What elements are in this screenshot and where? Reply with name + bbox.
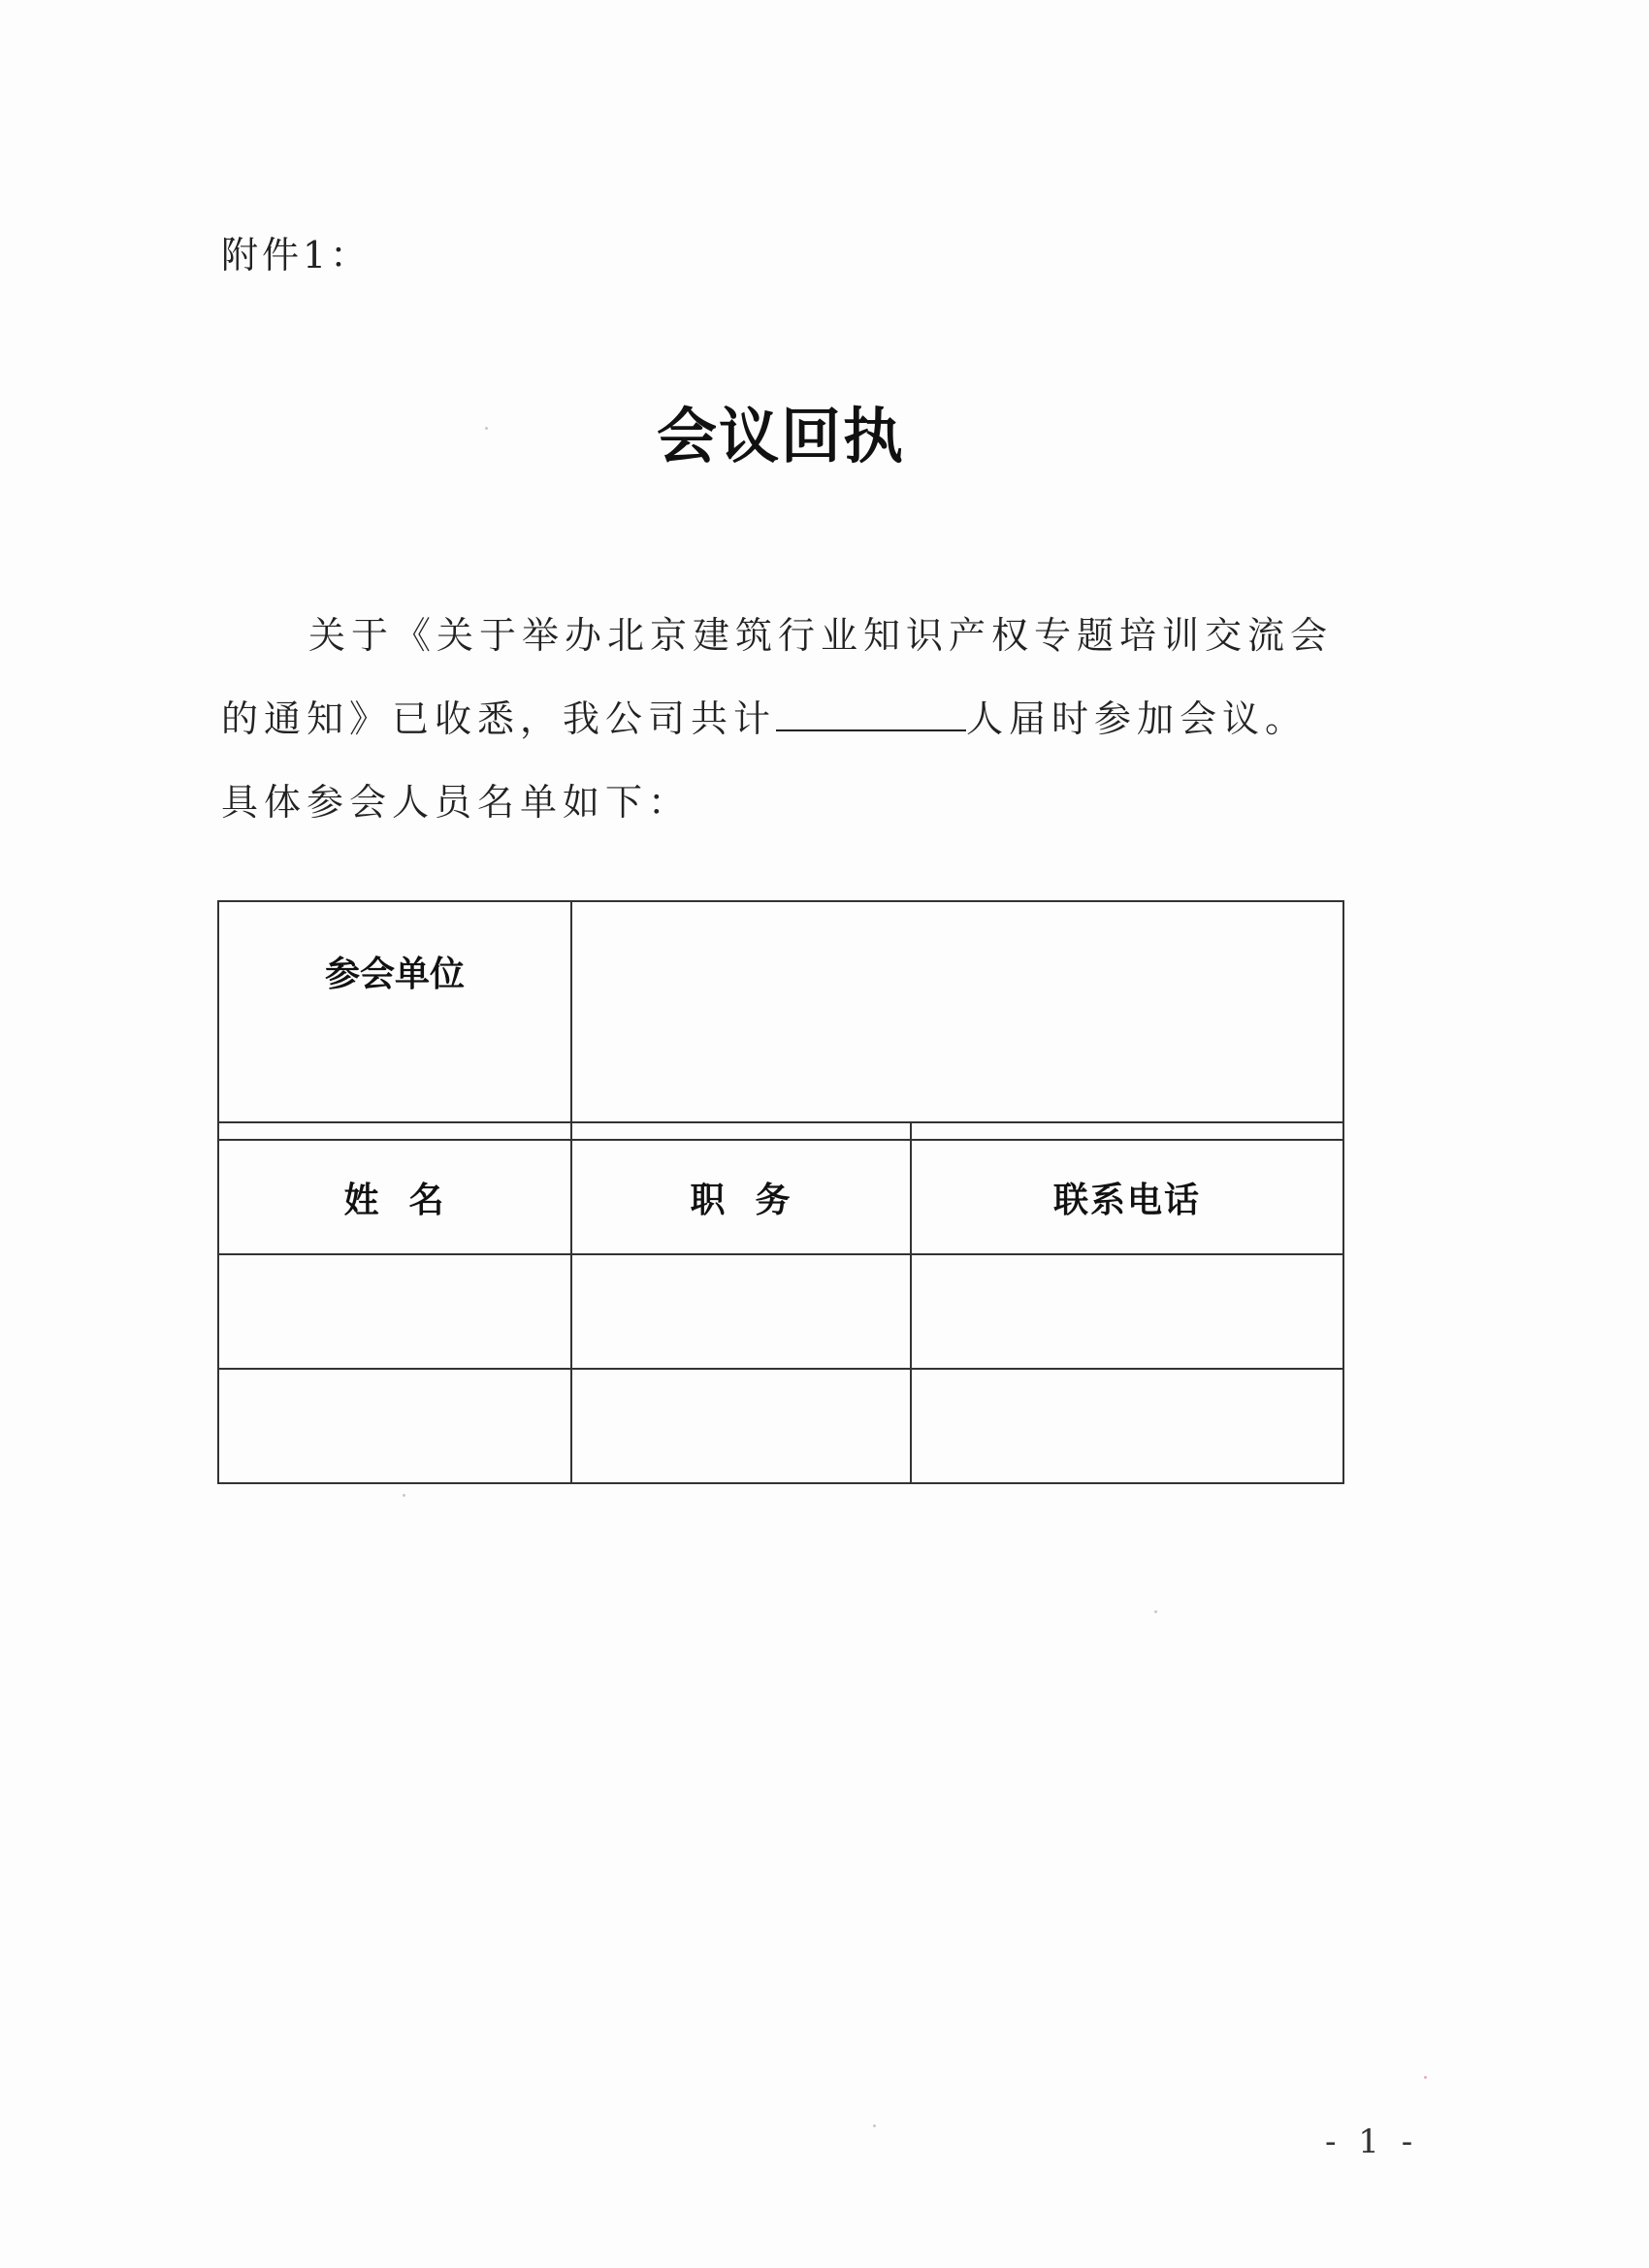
paragraph-text-part1: 关于《关于举办北京建筑行业知识产权专题培训交流会的通知》已收悉，我公司共计 (221, 614, 1334, 740)
phone-cell[interactable] (911, 1254, 1343, 1369)
header-row (218, 1140, 1343, 1254)
scan-speck (1154, 1610, 1157, 1613)
table-row (218, 1254, 1343, 1369)
name-cell[interactable] (218, 1369, 571, 1483)
header-phone: 联系电话 (911, 1140, 1343, 1254)
unit-row (218, 901, 1343, 1122)
attendee-table (217, 900, 1344, 1484)
scan-speck (403, 1494, 405, 1497)
attachment-label: 附件1： (221, 234, 372, 276)
separator-row (218, 1122, 1343, 1140)
attendee-count-blank[interactable] (776, 700, 966, 731)
scan-speck (1424, 2076, 1427, 2079)
position-cell[interactable] (571, 1369, 911, 1483)
name-cell[interactable] (218, 1254, 571, 1369)
separator-cell (911, 1122, 1343, 1140)
header-name: 姓 名 (218, 1140, 571, 1254)
phone-cell[interactable] (911, 1369, 1343, 1483)
receipt-paragraph (221, 594, 1346, 844)
page-number: - 1 - (1325, 2122, 1419, 2161)
position-cell[interactable] (571, 1254, 911, 1369)
header-position: 职 务 (571, 1140, 911, 1254)
separator-cell (571, 1122, 911, 1140)
paragraph-text-part2: 人届时参加会议。具体参会人员名单如下： (221, 697, 1309, 824)
scan-speck (485, 427, 488, 430)
unit-value-cell[interactable] (571, 901, 1343, 1122)
scan-speck (873, 2124, 876, 2127)
document-title: 会议回执 (656, 401, 905, 471)
table-row (218, 1369, 1343, 1483)
unit-label-cell: 参会单位 (218, 901, 571, 1122)
separator-cell (218, 1122, 571, 1140)
